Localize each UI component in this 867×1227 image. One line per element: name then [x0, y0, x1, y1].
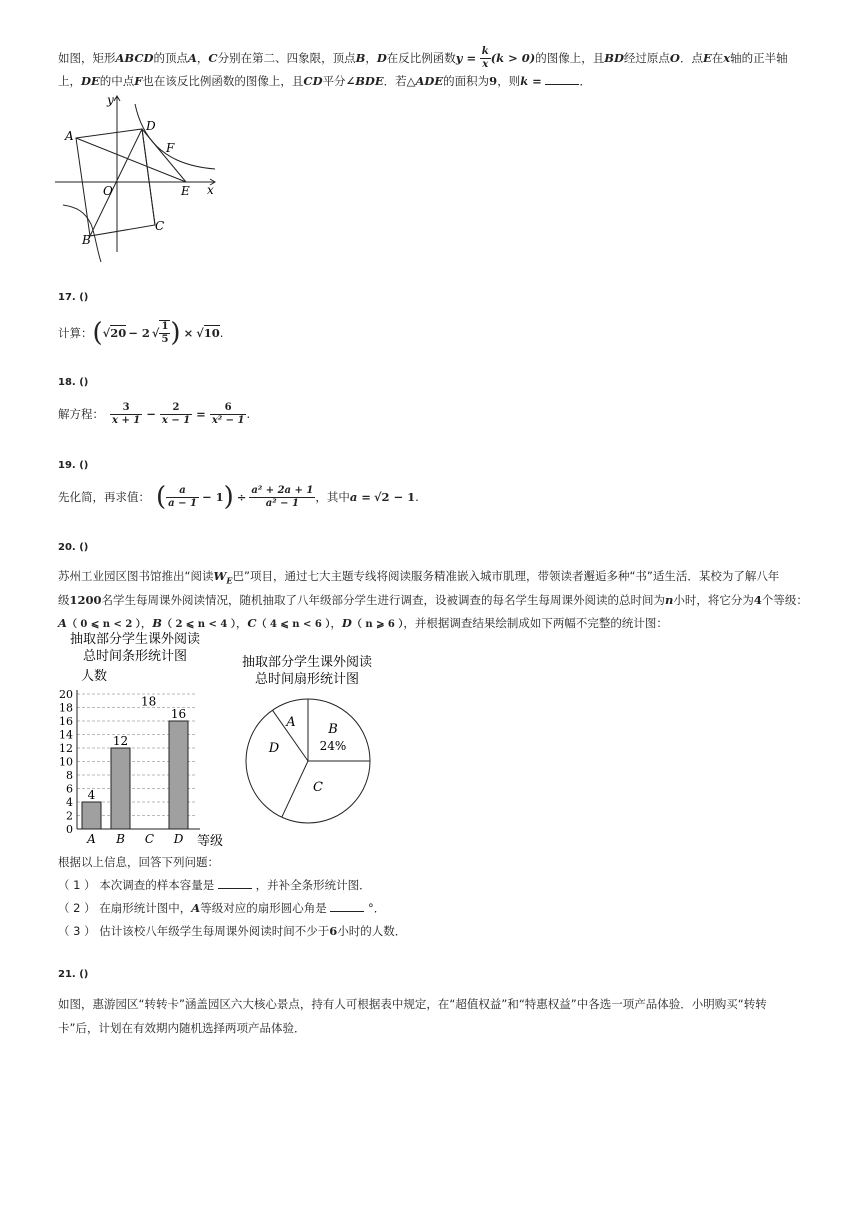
- math-func-cond: (k > 0): [490, 51, 536, 65]
- x-tick-label: A: [87, 832, 96, 846]
- sub-text: ，并补全条形统计图．: [255, 878, 371, 892]
- q20-text: 名学生每周课外阅读情况，随机抽取了八年级部分学生进行调查，设被调查的每名学生每周课外阅读的总时间为: [101, 593, 666, 607]
- frac-num: 6: [224, 401, 232, 413]
- math-abcd: ABCD: [115, 51, 154, 65]
- frac-den: x² − 1: [211, 414, 245, 426]
- math-bd: BD: [604, 51, 624, 65]
- label-a: A: [65, 129, 74, 143]
- math-b: B: [355, 51, 366, 65]
- q20-text: 小时，将它分为: [673, 593, 754, 607]
- end-dot: .: [246, 407, 251, 421]
- sub-text: 估计该校八年级学生每周课外阅读时间不少于: [99, 924, 330, 938]
- level-d-range: （ n ⩾ 6 ）: [351, 619, 404, 630]
- q18-number: 18. (): [58, 377, 89, 388]
- pie-label-d: D: [268, 741, 280, 756]
- q16-line-2: [58, 73, 591, 89]
- q17-number: 17. (): [58, 292, 89, 303]
- frac-one-fifth: [159, 320, 170, 346]
- q20-text: 级: [58, 593, 70, 607]
- q20-line-1: [58, 568, 779, 585]
- y-tick-label: 0: [66, 823, 73, 836]
- frac-num: 3: [122, 401, 130, 413]
- q16-text: 在: [711, 51, 724, 65]
- q16-text: 在反比例函数: [386, 51, 456, 65]
- bar-value-label: 4: [87, 788, 96, 802]
- label-o: O: [103, 184, 113, 198]
- q16-text: ．若: [383, 74, 407, 88]
- sub-text: 本次调查的样本容量是: [99, 878, 215, 892]
- x-tick-label: B: [116, 832, 125, 846]
- frac-num: 1: [161, 321, 169, 332]
- q17-prefix: 计算：: [58, 326, 93, 340]
- label-c: C: [155, 219, 165, 233]
- paren-open: (: [156, 482, 167, 512]
- label-e: E: [181, 184, 190, 198]
- pie-label-a: A: [286, 715, 296, 730]
- y-tick-label: 8: [66, 769, 73, 782]
- q16-text: 的图像上，且: [535, 51, 605, 65]
- x-tick-label: C: [144, 832, 155, 846]
- sub-number: （ 3 ）: [58, 924, 96, 938]
- y-tick-label: 4: [66, 796, 73, 809]
- math-triangle: △ADE: [406, 74, 444, 88]
- minus-two: − 2: [128, 326, 150, 340]
- pie-chart-title-line-2: 总时间扇形统计图: [254, 672, 360, 687]
- a-equals: a =: [349, 490, 371, 504]
- q20-sub-3: [58, 923, 406, 939]
- frac-den: x − 1: [161, 414, 191, 426]
- math-angle: ∠BDE: [345, 74, 384, 88]
- hyperbola-branch-1: [135, 104, 215, 169]
- y-tick-label: 18: [59, 701, 73, 715]
- q16-line-1: [58, 46, 788, 71]
- bar-chart-title-line-1: 抽取部分学生课外阅读: [69, 632, 201, 647]
- pie-label-c: C: [313, 780, 323, 795]
- math-func-lhs: y =: [455, 51, 477, 65]
- q20-text: 个等级：: [761, 593, 808, 607]
- q19-mid: ，其中: [315, 490, 350, 504]
- frac-num: 2: [172, 401, 180, 413]
- minus-one: − 1: [201, 490, 224, 504]
- times: ×: [183, 326, 194, 340]
- level-a-range: （ 0 ⩽ n < 2 ）: [66, 619, 141, 630]
- y-tick-label: 16: [59, 715, 73, 728]
- pie-label-b: B: [328, 722, 338, 737]
- q16-text: ．: [579, 74, 591, 88]
- math-a: A: [187, 51, 197, 65]
- bar-chart-x-label: 等级: [197, 834, 224, 849]
- q21-line-2: 卡”后，计划在有效期内随机选择两项产品体验．: [58, 1021, 306, 1035]
- math-n: n: [665, 593, 674, 607]
- bar-b: [111, 748, 130, 829]
- sub-number: （ 2 ）: [58, 901, 96, 915]
- extra-label-18: 18: [141, 694, 157, 709]
- radicand: 20: [110, 326, 127, 340]
- sub-text: 等级对应的扇形圆心角是: [200, 901, 327, 915]
- q20-info: 根据以上信息，回答下列问题：: [58, 855, 219, 869]
- label-f: F: [166, 141, 175, 155]
- bar-chart: [55, 628, 235, 850]
- q16-text: ，则: [497, 74, 521, 88]
- math-a: A: [191, 901, 201, 915]
- q20-sub-2: [58, 900, 385, 916]
- paren-close: ): [170, 318, 181, 348]
- bar-chart-y-label: 人数: [81, 669, 108, 684]
- q18-body: [58, 398, 250, 430]
- math-de: DE: [81, 74, 100, 88]
- equals: =: [196, 407, 206, 421]
- q16-text: 的中点: [99, 74, 135, 88]
- frac-2: [160, 402, 192, 427]
- math-cd: CD: [303, 74, 323, 88]
- q21-number: 21. (): [58, 969, 89, 980]
- q20-sub-1: [58, 877, 371, 893]
- q18-prefix: 解方程：: [58, 407, 104, 421]
- sub-text: °．: [368, 901, 386, 915]
- frac-a: [166, 485, 199, 510]
- divide: ÷: [236, 490, 247, 504]
- label-d: D: [146, 119, 156, 133]
- math-f: F: [134, 74, 143, 88]
- label-b: B: [82, 233, 91, 247]
- level-a-name: A: [58, 616, 67, 630]
- q16-text: 分别在第二、四象限，顶点: [217, 51, 356, 65]
- math-e: E: [702, 51, 712, 65]
- level-c-name: C: [247, 616, 257, 630]
- y-tick-label: 10: [59, 755, 73, 769]
- math-c: C: [208, 51, 218, 65]
- answer-blank: [218, 878, 252, 889]
- math-k-eq: k =: [520, 74, 542, 88]
- y-tick-label: 20: [59, 688, 73, 701]
- sub-text: 在扇形统计图中，: [99, 901, 192, 915]
- pie-chart: [232, 650, 382, 825]
- q16-text: 的顶点: [153, 51, 188, 65]
- math-w: W: [213, 569, 227, 583]
- sub-text: 小时的人数．: [337, 924, 407, 938]
- y-tick-label: 14: [59, 728, 73, 742]
- pie-value-label: 24%: [319, 739, 347, 753]
- q16-text: ，: [196, 51, 209, 65]
- pie-chart-title-line-1: 抽取部分学生课外阅读: [241, 655, 373, 670]
- label-x: x: [207, 183, 214, 197]
- sqrt-10: √10: [196, 326, 220, 340]
- math-o: O: [669, 51, 680, 65]
- minus: −: [146, 407, 156, 421]
- label-y: y: [107, 93, 114, 107]
- math-1200: 1200: [69, 593, 102, 607]
- frac-den: x: [480, 58, 491, 71]
- x-tick-label: D: [173, 832, 184, 846]
- sqrt-one-fifth: √: [151, 326, 160, 340]
- a-value: √2 − 1: [373, 490, 416, 504]
- y-tick-label: 2: [66, 809, 73, 823]
- bar-d: [169, 721, 188, 829]
- frac-den: 5: [161, 334, 169, 345]
- frac-a-sq: [249, 485, 315, 510]
- frac-num: k: [481, 46, 489, 57]
- frac-3: [110, 402, 142, 427]
- paren-close: ): [223, 482, 234, 512]
- q16-text: 经过原点: [623, 51, 670, 65]
- frac-den: x + 1: [112, 414, 141, 426]
- frac-num: a: [179, 484, 186, 496]
- level-b-name: B: [152, 616, 163, 630]
- math-4: 4: [753, 593, 762, 607]
- q16-geometry-figure: [55, 92, 225, 267]
- q16-text: 平分: [322, 74, 346, 88]
- q19-number: 19. (): [58, 460, 89, 471]
- level-d-name: D: [341, 616, 352, 630]
- q19-body: [58, 480, 419, 514]
- answer-blank: [545, 74, 579, 85]
- q20-line-3: A（ 0 ⩽ n < 2 ），B（ 2 ⩽ n < 4 ），C（ 4 ⩽ n < 6 ），D（ n ⩾ 6 ），并根据调查结果绘制成如下两幅不完整的统计图：: [58, 616, 668, 630]
- bar-value-label: 16: [170, 707, 187, 721]
- q16-text: 轴的正半轴: [730, 51, 788, 65]
- y-tick-label: 12: [59, 742, 73, 755]
- math-6: 6: [329, 924, 338, 938]
- math-w-sub: E: [226, 575, 233, 586]
- q20-text: 巴”项目，通过七大主题专线将阅读服务精准嵌入城市肌理，带领读者邂逅多种“书”适生活．某校为了解八年: [232, 569, 780, 583]
- answer-blank: [330, 901, 364, 912]
- sqrt-20: √20: [102, 326, 127, 340]
- y-tick-label: 6: [66, 782, 73, 796]
- level-c-range: （ 4 ⩽ n < 6 ）: [256, 619, 331, 630]
- math-d: D: [376, 51, 387, 65]
- bar-a: [82, 802, 101, 829]
- q16-text: ．点: [679, 51, 703, 65]
- q20-number: 20. (): [58, 542, 89, 553]
- q16-text: ，: [365, 51, 377, 65]
- q16-text: 也在该反比例函数的图像上，且: [142, 74, 304, 88]
- end-dot: .: [415, 490, 419, 504]
- q16-text: 如图，矩形: [58, 51, 116, 65]
- q20-text: ，并根据调查结果绘制成如下两幅不完整的统计图：: [403, 616, 668, 630]
- frac-num: a² + 2a + 1: [251, 484, 314, 496]
- frac-6: [210, 402, 247, 427]
- pie-slice-boundary: [282, 761, 308, 817]
- math-x: x: [723, 51, 731, 65]
- q21-line-1: 如图，惠游园区“转转卡”涵盖园区六大核心景点，持有人可根据表中规定，在“超值权益”和“特惠权益”中各选一项产品体验．小明购买“转转: [58, 997, 767, 1011]
- end-dot: .: [219, 326, 224, 340]
- level-b-range: （ 2 ⩽ n < 4 ）: [162, 619, 236, 630]
- q20-line-2: [58, 592, 808, 608]
- bar-value-label: 12: [112, 734, 129, 748]
- math-k-over-x: [480, 46, 491, 71]
- bar-chart-title-line-2: 总时间条形统计图: [82, 649, 188, 664]
- q16-text: 的面积为: [443, 74, 490, 88]
- frac-den: a² − 1: [249, 497, 315, 510]
- math-nine: 9: [489, 74, 498, 88]
- q16-text: 上，: [58, 74, 81, 88]
- q20-text: 苏州工业园区图书馆推出“阅读: [58, 569, 214, 583]
- radicand: 10: [203, 326, 220, 340]
- paren-open: (: [92, 318, 103, 348]
- q19-prefix: 先化简，再求值：: [58, 490, 150, 504]
- segment-cd: [142, 129, 155, 225]
- sub-number: （ 1 ）: [58, 878, 96, 892]
- q17-body: [58, 316, 223, 350]
- frac-den: a − 1: [168, 497, 197, 509]
